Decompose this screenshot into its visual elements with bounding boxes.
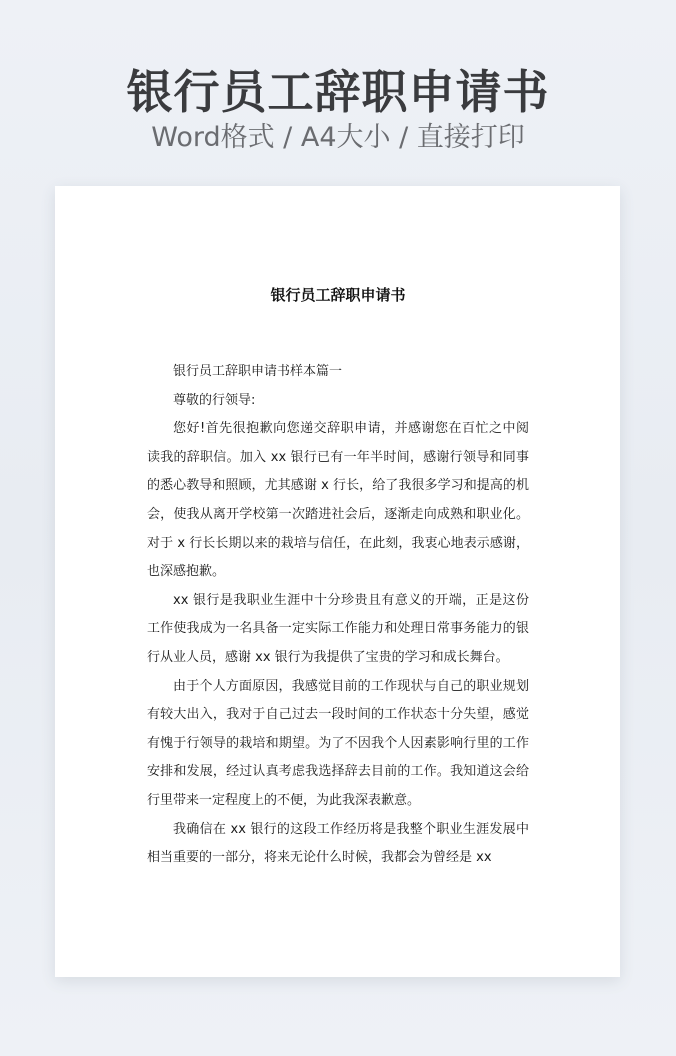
document-paragraph-heading: 银行员工辞职申请书样本篇一: [173, 364, 343, 379]
document-paragraph: 由于个人方面原因，我感觉目前的工作现状与自己的职业规划有较大出入，我对于自己过去一段时间的工作状态十分失望，感觉有愧于行领导的栽培和期望。为了不因我个人因素影响行里的工作安排和发展，经过认真考虑我选择辞去目前的工作。我知道这会给行里带来一定程度上的不便，为此我深表歉意。: [147, 678, 529, 808]
hero-subtitle: Word格式 / A4大小 / 直接打印: [151, 122, 525, 153]
document-paragraph: 您好!首先很抱歉向您递交辞职申请，并感谢您在百忙之中阅读我的辞职信。加入 xx 银行已有一年半时间，感谢行领导和同事的悉心教导和照顾，尤其感谢 x 行长，给了我很多学习和提高的机会，使我从离开学校第一次踏进社会后，逐渐走向成熟和职业化。对于 x 行长长期以来的栽培与信任，在此刻，我衷心地表示感谢，也深感抱歉。: [147, 421, 529, 580]
document-paragraph-salutation: 尊敬的行领导:: [173, 392, 256, 408]
hero-title: 银行员工辞职申请书: [126, 65, 550, 119]
document-body: [147, 358, 529, 873]
document-paragraph: xx 银行是我职业生涯中十分珍贵且有意义的开端，正是这份工作使我成为一名具备一定实际工作能力和处理日常事务能力的银行从业人员，感谢 xx 银行为我提供了宝贵的学习和成长舞台。: [147, 592, 529, 665]
document-title: 银行员工辞职申请书: [270, 286, 406, 304]
document-paragraph: 我确信在 xx 银行的这段工作经历将是我整个职业生涯发展中相当重要的一部分，将来无论什么时候，我都会为曾经是 xx: [147, 821, 529, 866]
